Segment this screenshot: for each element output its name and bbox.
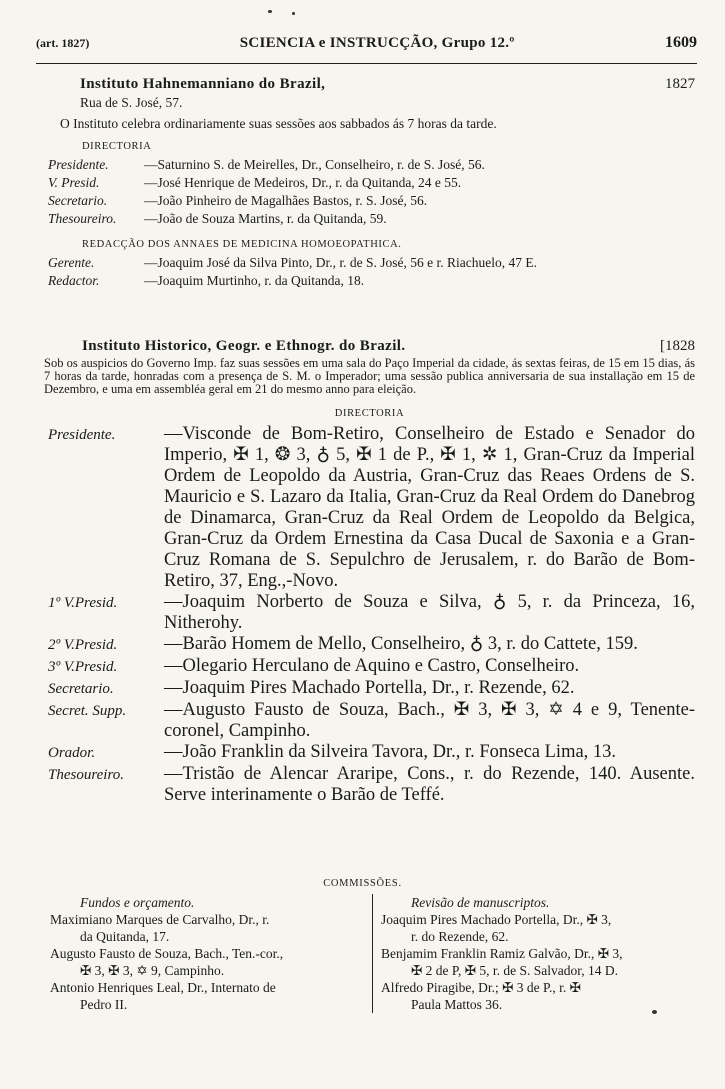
page-header <box>36 34 697 64</box>
section-description: O Instituto celebra ordinariamente suas sessões aos sabbados ás 7 horas da tarde. <box>60 116 497 131</box>
section-address: Rua de S. José, 57. <box>80 95 183 110</box>
ink-speck <box>652 1010 657 1014</box>
director-row <box>48 592 695 634</box>
commission-line: r. do Rezende, 62. <box>411 929 509 944</box>
director-row <box>48 174 695 192</box>
commission-line: Antonio Henriques Leal, Dr., Internato de <box>50 980 276 995</box>
director-row <box>48 742 695 764</box>
header-section-title: SCIENCIA e INSTRUCÇÃO, Grupo 12.º <box>239 35 515 51</box>
director-text: —Barão Homem de Mello, Conselheiro, ♁ 3, r. do Cattete, 159. <box>164 634 638 654</box>
commission-line: ✠ 3, ✠ 3, ✡ 9, Campinho. <box>80 963 225 978</box>
redaction-text: —Joaquim Murtinho, r. da Quitanda, 18. <box>144 273 365 288</box>
director-text: —Olegario Herculano de Aquino e Castro, Conselheiro. <box>164 656 580 676</box>
header-article-ref: (art. 1827) <box>36 36 90 50</box>
director-row <box>48 678 695 700</box>
director-role: 2º V.Presid. <box>48 637 118 653</box>
redaction-heading: REDACÇÃO DOS ANNAES DE MEDICINA HOMOEOPATHICA. <box>82 239 402 250</box>
commission-line: Paula Mattos 36. <box>411 997 503 1012</box>
director-text: —Joaquim Norberto de Souza e Silva, ♁ 5, r. da Princeza, 16, Nitherohy. <box>164 592 695 633</box>
director-role: Thesoureiro. <box>48 211 117 226</box>
section-title: Instituto Historico, Geogr. e Ethnogr. do Brazil. <box>82 338 406 354</box>
commission-line: Pedro II. <box>80 997 128 1012</box>
director-text: —Augusto Fausto de Souza, Bach., ✠ 3, ✠ 3, ✡ 4 e 9, Tenente-coronel, Campinho. <box>164 700 695 741</box>
entry-number: [1828 <box>660 338 695 354</box>
commission-line: Benjamim Franklin Ramiz Galvão, Dr., ✠ 3, <box>381 946 623 961</box>
redaction-row <box>48 254 695 272</box>
redaction-role: Gerente. <box>48 255 95 270</box>
director-text: —Visconde de Bom-Retiro, Conselheiro de Estado e Senador do Imperio, ✠ 1, ❂ 3, ♁ 5, ✠ 1 de P., ✠ 1, ✲ 1, Gran-Cruz da Imperial Ordem de Leopoldo da Austria, Gran-Cruz das Reaes Ordens de S. Mauricio e S. Lazaro da Italia, Gran-Cruz da Real Ordem do Danebrog de Dinamarca, Gran-Cruz da Real Ordem de Leopoldo da Belgica, Gran-Cruz da Ordem Ernestina da Casa Ducal de Saxonia e a Gran-Cruz Romana de S. Sepulchro de Jerusalem, r. do Barão de Bom-Retiro, 37, Eng.,-Novo. <box>164 424 695 591</box>
director-text: —Saturnino S. de Meirelles, Dr., Conselheiro, r. de S. José, 56. <box>144 157 485 172</box>
director-role: Secretario. <box>48 681 114 697</box>
commission-revisao <box>373 894 697 1013</box>
commission-line: Alfredo Piragibe, Dr.; ✠ 3 de P., r. ✠ <box>381 980 581 995</box>
ink-speck <box>268 10 272 13</box>
director-role: Thesoureiro. <box>48 767 124 783</box>
commission-line: da Quitanda, 17. <box>80 929 170 944</box>
section-instituto-historico <box>44 338 695 422</box>
director-text: —João Pinheiro de Magalhães Bastos, r. S. José, 56. <box>144 193 428 208</box>
director-role: Secretario. <box>48 193 108 208</box>
redaction-role: Redactor. <box>48 273 100 288</box>
redaction-text: —Joaquim José da Silva Pinto, Dr., r. de S. José, 56 e r. Riachuelo, 47 E. <box>144 255 537 270</box>
director-row <box>48 656 695 678</box>
redaction-row <box>48 272 695 290</box>
director-row <box>48 156 695 174</box>
commission-line: Augusto Fausto de Souza, Bach., Ten.-cor., <box>50 946 284 961</box>
director-role: V. Presid. <box>48 175 100 190</box>
director-row <box>48 634 695 656</box>
commissions-columns <box>50 894 697 1013</box>
commissions-heading: COMMISSÕES. <box>323 878 402 889</box>
entry-number: 1827 <box>665 76 695 92</box>
director-row <box>48 424 695 592</box>
commission-heading: Fundos e orçamento. <box>80 895 195 910</box>
section-title: Instituto Hahnemanniano do Brazil, <box>80 76 326 92</box>
director-role: 1º V.Presid. <box>48 595 118 611</box>
directory-list <box>48 424 695 806</box>
director-role: Presidente. <box>48 157 109 172</box>
director-role: Secret. Supp. <box>48 703 127 719</box>
section-instituto-hahnemanniano <box>48 76 695 290</box>
director-text: —João de Souza Martins, r. da Quitanda, 59. <box>144 211 387 226</box>
director-row <box>48 210 695 228</box>
director-row <box>48 700 695 742</box>
director-text: —Tristão de Alencar Araripe, Cons., r. do Rezende, 140. Ausente. Serve interinamente o Barão de Teffé. <box>164 764 695 805</box>
director-role: Presidente. <box>48 427 116 443</box>
commission-heading: Revisão de manuscriptos. <box>411 895 550 910</box>
directory-heading: DIRECTORIA <box>334 408 405 419</box>
commission-line: Maximiano Marques de Carvalho, Dr., r. <box>50 912 270 927</box>
commission-fundos <box>50 894 373 1013</box>
directory-heading: DIRECTORIA <box>82 141 152 152</box>
director-text: —João Franklin da Silveira Tavora, Dr., r. Fonseca Lima, 13. <box>164 742 617 762</box>
director-row <box>48 192 695 210</box>
director-text: —Joaquim Pires Machado Portella, Dr., r. Rezende, 62. <box>164 678 575 698</box>
director-row <box>48 764 695 806</box>
page-number: 1609 <box>665 34 697 51</box>
director-role: 3º V.Presid. <box>48 659 118 675</box>
section-description: Sob os auspicios do Governo Imp. faz suas sessões em uma sala do Paço Imperial da cidade, ás sextas feiras, de 15 em 15 dias, ás 7 horas da tarde, honradas com a presença de S. M. o Imperador; uma sessão publica anniversaria de sua installação em 15 de Dezembro, e uma em assembléa geral em 21 do mesmo anno para eleição. <box>44 356 695 396</box>
director-text: —José Henrique de Medeiros, Dr., r. da Quitanda, 24 e 55. <box>144 175 462 190</box>
ink-speck <box>292 12 295 15</box>
director-role: Orador. <box>48 745 96 761</box>
commission-line: Joaquim Pires Machado Portella, Dr., ✠ 3, <box>381 912 612 927</box>
commission-line: ✠ 2 de P, ✠ 5, r. de S. Salvador, 14 D. <box>411 963 618 978</box>
